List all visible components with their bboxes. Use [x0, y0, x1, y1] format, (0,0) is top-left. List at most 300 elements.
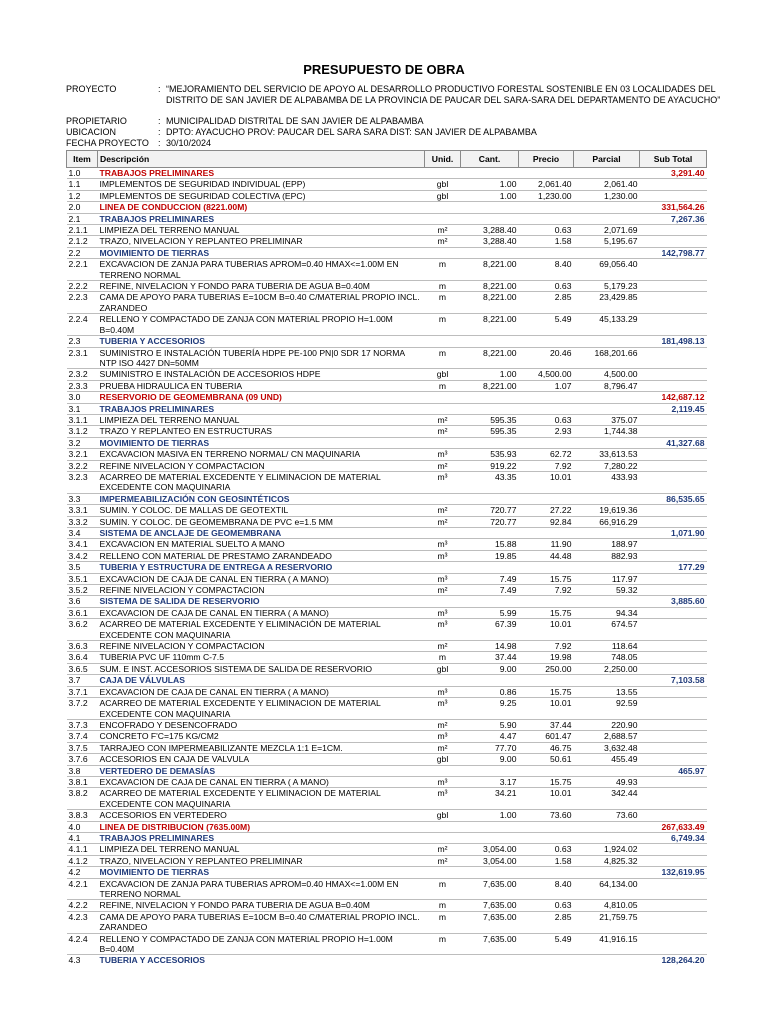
row-subtotal: [640, 225, 707, 236]
row-partial: [574, 821, 640, 832]
row-item: 3.1.2: [67, 426, 98, 437]
row-quantity: 14.98: [461, 641, 519, 652]
row-description: TRAZO, NIVELACION Y REPLANTEO PRELIMINAR: [98, 855, 425, 866]
row-description: MOVIMIENTO DE TIERRAS: [98, 247, 425, 258]
row-description: REFINE NIVELACION Y COMPACTACION: [98, 460, 425, 471]
row-partial: 882.93: [574, 550, 640, 561]
row-description: MOVIMIENTO DE TIERRAS: [98, 437, 425, 448]
row-subtotal: [640, 719, 707, 730]
row-price: 27.22: [519, 505, 574, 516]
row-partial: [574, 392, 640, 403]
row-description: EXCAVACION DE CAJA DE CANAL EN TIERRA ( A MANO): [98, 776, 425, 787]
budget-item-row: [67, 380, 707, 391]
row-quantity: 8,221.00: [461, 314, 519, 336]
row-description: TRABAJOS PRELIMINARES: [98, 168, 425, 179]
row-unit: [425, 168, 461, 179]
row-unit: gbl: [425, 810, 461, 821]
col-item-header: Item: [67, 151, 98, 168]
row-quantity: [461, 247, 519, 258]
budget-group-row: [67, 528, 707, 539]
row-unit: m³: [425, 573, 461, 584]
row-unit: m³: [425, 686, 461, 697]
row-partial: [574, 403, 640, 414]
row-subtotal: [640, 641, 707, 652]
row-item: 3.5.1: [67, 573, 98, 584]
row-quantity: 3,054.00: [461, 844, 519, 855]
row-quantity: [461, 213, 519, 224]
row-unit: m³: [425, 698, 461, 720]
row-unit: [425, 765, 461, 776]
row-quantity: 5.90: [461, 719, 519, 730]
row-quantity: 3.17: [461, 776, 519, 787]
row-description: IMPLEMENTOS DE SEGURIDAD COLECTIVA (EPC): [98, 190, 425, 201]
row-quantity: 595.35: [461, 426, 519, 437]
row-description: EXCAVACION EN MATERIAL SUELTO A MANO: [98, 539, 425, 550]
budget-item-row: [67, 292, 707, 314]
row-price: [519, 596, 574, 607]
row-price: [519, 832, 574, 843]
budget-item-row: [67, 225, 707, 236]
row-subtotal: [640, 788, 707, 810]
row-item: 4.1.2: [67, 855, 98, 866]
row-item: 3.8.3: [67, 810, 98, 821]
row-unit: m²: [425, 414, 461, 425]
row-partial: 433.93: [574, 471, 640, 493]
row-unit: m: [425, 380, 461, 391]
row-partial: [574, 596, 640, 607]
row-item: 3.2: [67, 437, 98, 448]
row-description: IMPLEMENTOS DE SEGURIDAD INDIVIDUAL (EPP): [98, 179, 425, 190]
row-partial: 69,056.40: [574, 259, 640, 281]
row-quantity: [461, 832, 519, 843]
row-price: 10.01: [519, 788, 574, 810]
row-price: [519, 392, 574, 403]
row-item: 2.2: [67, 247, 98, 258]
row-item: 3.1.1: [67, 414, 98, 425]
row-price: 1.58: [519, 236, 574, 247]
row-unit: m²: [425, 505, 461, 516]
row-price: 15.75: [519, 686, 574, 697]
row-partial: 8,796.47: [574, 380, 640, 391]
row-item: 3.2.2: [67, 460, 98, 471]
row-quantity: [461, 202, 519, 213]
row-subtotal: [640, 742, 707, 753]
budget-item-row: [67, 539, 707, 550]
row-price: [519, 821, 574, 832]
row-quantity: 7,635.00: [461, 900, 519, 911]
row-unit: m: [425, 933, 461, 955]
row-price: [519, 336, 574, 347]
row-item: 3.6.3: [67, 641, 98, 652]
row-partial: 73.60: [574, 810, 640, 821]
row-subtotal: 6,749.34: [640, 832, 707, 843]
row-description: LIMPIEZA DEL TERRENO MANUAL: [98, 844, 425, 855]
row-subtotal: 7,103.58: [640, 675, 707, 686]
row-unit: m: [425, 911, 461, 933]
budget-item-row: [67, 505, 707, 516]
row-subtotal: [640, 471, 707, 493]
row-subtotal: 331,564.26: [640, 202, 707, 213]
row-quantity: [461, 528, 519, 539]
row-unit: m²: [425, 641, 461, 652]
row-unit: m³: [425, 471, 461, 493]
budget-group-row: [67, 213, 707, 224]
row-partial: [574, 528, 640, 539]
row-unit: m: [425, 259, 461, 281]
row-quantity: [461, 168, 519, 179]
row-subtotal: [640, 731, 707, 742]
row-item: 2.2.1: [67, 259, 98, 281]
row-item: 3.1: [67, 403, 98, 414]
row-subtotal: [640, 460, 707, 471]
row-quantity: [461, 596, 519, 607]
row-quantity: 9.00: [461, 663, 519, 674]
col-unit-header: Unid.: [425, 151, 461, 168]
budget-item-row: [67, 619, 707, 641]
row-partial: 375.07: [574, 414, 640, 425]
row-subtotal: [640, 855, 707, 866]
budget-group-row: [67, 596, 707, 607]
row-item: 2.2.4: [67, 314, 98, 336]
budget-item-row: [67, 460, 707, 471]
row-unit: m²: [425, 460, 461, 471]
row-description: ACCESORIOS EN VERTEDERO: [98, 810, 425, 821]
row-quantity: 535.93: [461, 449, 519, 460]
row-price: [519, 765, 574, 776]
row-unit: m³: [425, 449, 461, 460]
row-item: 2.1.2: [67, 236, 98, 247]
row-partial: 21,759.75: [574, 911, 640, 933]
row-subtotal: 3,885.60: [640, 596, 707, 607]
budget-item-row: [67, 471, 707, 493]
row-partial: 23,429.85: [574, 292, 640, 314]
row-item: 4.2: [67, 867, 98, 878]
budget-item-row: [67, 933, 707, 955]
row-partial: 45,133.29: [574, 314, 640, 336]
row-partial: 7,280.22: [574, 460, 640, 471]
row-partial: 748.05: [574, 652, 640, 663]
row-description: ACCESORIOS EN CAJA DE VALVULA: [98, 754, 425, 765]
row-subtotal: [640, 754, 707, 765]
row-subtotal: [640, 347, 707, 369]
row-description: LINEA DE DISTRIBUCION (7635.00M): [98, 821, 425, 832]
row-unit: [425, 392, 461, 403]
budget-group-row: [67, 336, 707, 347]
row-unit: [425, 528, 461, 539]
row-item: 2.1: [67, 213, 98, 224]
row-description: RESERVORIO DE GEOMEMBRANA (09 UND): [98, 392, 425, 403]
budget-item-row: [67, 259, 707, 281]
row-item: 2.1.1: [67, 225, 98, 236]
row-partial: [574, 213, 640, 224]
budget-item-row: [67, 686, 707, 697]
budget-item-row: [67, 878, 707, 900]
row-quantity: 7.49: [461, 573, 519, 584]
row-subtotal: [640, 369, 707, 380]
header-label: UBICACION: [66, 127, 117, 137]
row-quantity: 19.85: [461, 550, 519, 561]
row-item: 2.3.2: [67, 369, 98, 380]
row-price: [519, 437, 574, 448]
col-partial-header: Parcial: [574, 151, 640, 168]
row-subtotal: 177.29: [640, 562, 707, 573]
col-price-header: Precio: [519, 151, 574, 168]
budget-group-row: [67, 955, 707, 966]
row-unit: m³: [425, 776, 461, 787]
row-item: 2.2.2: [67, 281, 98, 292]
row-description: REFINE NIVELACION Y COMPACTACION: [98, 641, 425, 652]
row-price: 7.92: [519, 585, 574, 596]
row-unit: m³: [425, 539, 461, 550]
row-subtotal: [640, 314, 707, 336]
row-subtotal: [640, 663, 707, 674]
row-unit: m³: [425, 788, 461, 810]
row-price: 8.40: [519, 259, 574, 281]
row-price: 7.92: [519, 460, 574, 471]
row-subtotal: 142,687.12: [640, 392, 707, 403]
budget-item-row: [67, 754, 707, 765]
row-unit: [425, 596, 461, 607]
row-quantity: [461, 336, 519, 347]
header-label: PROPIETARIO: [66, 116, 127, 126]
row-subtotal: [640, 911, 707, 933]
budget-item-row: [67, 900, 707, 911]
col-description-header: Descripción: [98, 151, 425, 168]
budget-group-row: [67, 821, 707, 832]
row-price: 15.75: [519, 607, 574, 618]
row-unit: m: [425, 652, 461, 663]
row-unit: m³: [425, 731, 461, 742]
header-label: PROYECTO: [66, 84, 117, 94]
row-item: 3.7.1: [67, 686, 98, 697]
budget-item-row: [67, 585, 707, 596]
row-subtotal: 181,498.13: [640, 336, 707, 347]
row-subtotal: [640, 550, 707, 561]
row-item: 3.2.3: [67, 471, 98, 493]
row-quantity: 3,288.40: [461, 236, 519, 247]
row-partial: 41,916.15: [574, 933, 640, 955]
row-partial: 66,916.29: [574, 516, 640, 527]
budget-item-row: [67, 550, 707, 561]
row-price: 15.75: [519, 573, 574, 584]
budget-group-row: [67, 675, 707, 686]
row-subtotal: [640, 900, 707, 911]
row-description: PRUEBA HIDRAULICA EN TUBERIA: [98, 380, 425, 391]
row-partial: 5,179.23: [574, 281, 640, 292]
header-colon: :: [158, 116, 161, 126]
row-unit: [425, 493, 461, 504]
row-price: 7.92: [519, 641, 574, 652]
row-partial: 1,744.38: [574, 426, 640, 437]
budget-group-row: [67, 202, 707, 213]
row-item: 3.7: [67, 675, 98, 686]
header-value: MUNICIPALIDAD DISTRITAL DE SAN JAVIER DE ALPABAMBA: [166, 116, 424, 126]
row-description: RELLENO Y COMPACTADO DE ZANJA CON MATERIAL PROPIO H=1.00M B=0.40M: [98, 933, 425, 955]
row-item: 3.3.1: [67, 505, 98, 516]
budget-group-row: [67, 437, 707, 448]
row-partial: [574, 867, 640, 878]
row-item: 2.3: [67, 336, 98, 347]
row-partial: 455.49: [574, 754, 640, 765]
row-price: 10.01: [519, 698, 574, 720]
row-subtotal: [640, 878, 707, 900]
row-price: [519, 867, 574, 878]
row-subtotal: [640, 539, 707, 550]
row-item: 3.8: [67, 765, 98, 776]
row-partial: 2,061.40: [574, 179, 640, 190]
row-partial: [574, 832, 640, 843]
budget-item-row: [67, 236, 707, 247]
budget-item-row: [67, 314, 707, 336]
row-description: TRABAJOS PRELIMINARES: [98, 832, 425, 843]
budget-group-row: [67, 403, 707, 414]
budget-item-row: [67, 742, 707, 753]
row-price: 0.63: [519, 414, 574, 425]
budget-item-row: [67, 573, 707, 584]
row-unit: [425, 437, 461, 448]
row-price: 0.63: [519, 225, 574, 236]
row-price: 37.44: [519, 719, 574, 730]
row-quantity: 8,221.00: [461, 281, 519, 292]
row-subtotal: [640, 505, 707, 516]
row-description: SUMIN. Y COLOC. DE GEOMEMBRANA DE PVC e=1.5 MM: [98, 516, 425, 527]
row-description: LIMPIEZA DEL TERRENO MANUAL: [98, 414, 425, 425]
row-unit: m: [425, 314, 461, 336]
row-price: [519, 202, 574, 213]
row-quantity: 8,221.00: [461, 259, 519, 281]
row-unit: m: [425, 292, 461, 314]
row-unit: [425, 562, 461, 573]
row-subtotal: 132,619.95: [640, 867, 707, 878]
row-subtotal: 128,264.20: [640, 955, 707, 966]
budget-group-row: [67, 493, 707, 504]
row-partial: 92.59: [574, 698, 640, 720]
row-subtotal: 465.97: [640, 765, 707, 776]
row-price: 46.75: [519, 742, 574, 753]
budget-item-row: [67, 731, 707, 742]
row-price: 5.49: [519, 314, 574, 336]
row-unit: gbl: [425, 754, 461, 765]
row-partial: 168,201.66: [574, 347, 640, 369]
row-partial: [574, 562, 640, 573]
row-price: [519, 168, 574, 179]
row-quantity: 9.25: [461, 698, 519, 720]
row-price: 601.47: [519, 731, 574, 742]
row-unit: gbl: [425, 190, 461, 201]
row-unit: m²: [425, 742, 461, 753]
row-subtotal: 2,119.45: [640, 403, 707, 414]
row-description: CONCRETO F'C=175 KG/CM2: [98, 731, 425, 742]
header-value: DPTO: AYACUCHO PROV: PAUCAR DEL SARA SARA DIST: SAN JAVIER DE ALPABAMBA: [166, 127, 537, 137]
row-description: EXCAVACION DE CAJA DE CANAL EN TIERRA ( A MANO): [98, 573, 425, 584]
row-partial: [574, 765, 640, 776]
row-unit: m²: [425, 719, 461, 730]
row-unit: m²: [425, 225, 461, 236]
row-unit: m³: [425, 607, 461, 618]
row-unit: gbl: [425, 369, 461, 380]
budget-item-row: [67, 776, 707, 787]
row-partial: 117.97: [574, 573, 640, 584]
row-item: 3.6: [67, 596, 98, 607]
row-quantity: 9.00: [461, 754, 519, 765]
row-price: 2,061.40: [519, 179, 574, 190]
row-partial: 4,500.00: [574, 369, 640, 380]
row-item: 4.1.1: [67, 844, 98, 855]
row-partial: 1,230.00: [574, 190, 640, 201]
row-unit: [425, 832, 461, 843]
row-subtotal: 1,071.90: [640, 528, 707, 539]
row-unit: m²: [425, 585, 461, 596]
budget-item-row: [67, 652, 707, 663]
row-price: 0.63: [519, 900, 574, 911]
row-quantity: [461, 675, 519, 686]
budget-item-row: [67, 179, 707, 190]
row-item: 3.8.2: [67, 788, 98, 810]
row-partial: 94.34: [574, 607, 640, 618]
row-item: 3.2.1: [67, 449, 98, 460]
row-item: 4.2.1: [67, 878, 98, 900]
row-subtotal: [640, 776, 707, 787]
budget-item-row: [67, 911, 707, 933]
row-quantity: 37.44: [461, 652, 519, 663]
row-partial: 3,632.48: [574, 742, 640, 753]
row-subtotal: [640, 259, 707, 281]
row-item: 3.5.2: [67, 585, 98, 596]
row-subtotal: [640, 449, 707, 460]
row-description: REFINE NIVELACION Y COMPACTACION: [98, 585, 425, 596]
row-price: 50.61: [519, 754, 574, 765]
row-subtotal: [640, 652, 707, 663]
row-quantity: 8,221.00: [461, 292, 519, 314]
row-description: EXCAVACION DE CAJA DE CANAL EN TIERRA ( A MANO): [98, 686, 425, 697]
row-price: [519, 955, 574, 966]
row-price: 2.93: [519, 426, 574, 437]
budget-item-row: [67, 426, 707, 437]
budget-item-row: [67, 607, 707, 618]
row-quantity: 720.77: [461, 516, 519, 527]
row-quantity: [461, 821, 519, 832]
row-quantity: 0.86: [461, 686, 519, 697]
row-subtotal: [640, 607, 707, 618]
row-quantity: 1.00: [461, 179, 519, 190]
budget-item-row: [67, 516, 707, 527]
row-partial: [574, 955, 640, 966]
budget-group-row: [67, 832, 707, 843]
row-unit: [425, 821, 461, 832]
header-colon: :: [158, 127, 161, 137]
budget-table: [66, 150, 707, 966]
row-unit: gbl: [425, 179, 461, 190]
row-unit: [425, 202, 461, 213]
row-unit: m: [425, 281, 461, 292]
budget-item-row: [67, 698, 707, 720]
budget-group-row: [67, 765, 707, 776]
row-price: [519, 403, 574, 414]
row-item: 3.4.2: [67, 550, 98, 561]
row-quantity: 7,635.00: [461, 911, 519, 933]
row-price: [519, 247, 574, 258]
row-partial: [574, 336, 640, 347]
row-partial: [574, 675, 640, 686]
row-item: 2.2.3: [67, 292, 98, 314]
row-subtotal: [640, 236, 707, 247]
row-price: [519, 213, 574, 224]
row-subtotal: [640, 686, 707, 697]
row-subtotal: [640, 844, 707, 855]
budget-group-row: [67, 392, 707, 403]
budget-table-body: [67, 168, 707, 966]
row-unit: [425, 213, 461, 224]
